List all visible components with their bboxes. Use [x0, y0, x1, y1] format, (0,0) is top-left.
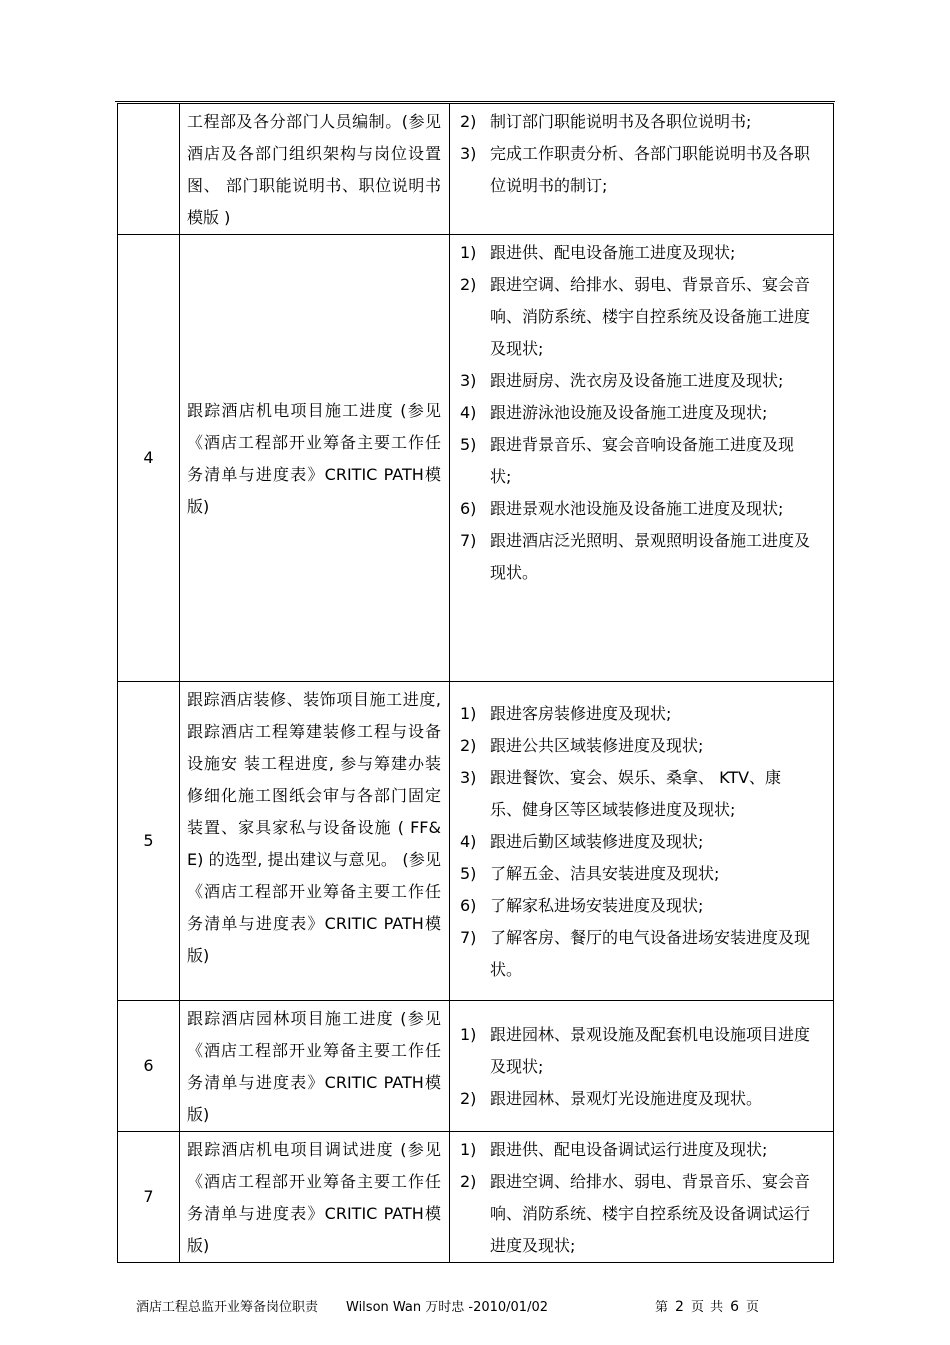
detail-cell	[450, 235, 834, 682]
detail-list	[450, 1017, 833, 1115]
item-number: 6)	[460, 896, 477, 915]
item-number: 2)	[460, 112, 477, 131]
list-item	[450, 922, 833, 986]
item-text: 制订部门职能说明书及各职位说明书;	[490, 112, 752, 131]
item-number: 1)	[460, 704, 477, 723]
list-item	[450, 1019, 833, 1083]
item-number: 2)	[460, 275, 477, 294]
page-mid: 页 共	[690, 1300, 725, 1315]
list-item	[450, 397, 833, 429]
list-item	[450, 106, 833, 138]
item-number: 4)	[460, 403, 477, 422]
item-text: 跟进背景音乐、宴会音响设备施工进度及现状;	[490, 435, 795, 486]
list-item	[450, 1134, 833, 1166]
task-description: 跟踪酒店园林项目施工进度 (参见《酒店工程部开业筹备主要工作任务清单与进度表》CRITIC PATH模版)	[187, 1009, 441, 1124]
item-text: 了解客房、餐厅的电气设备进场安装进度及现状。	[490, 928, 811, 979]
row-number: 5	[118, 682, 180, 1001]
item-text: 跟进厨房、洗衣房及设备施工进度及现状;	[490, 371, 784, 390]
item-text: 跟进空调、给排水、弱电、背景音乐、宴会音响、消防系统、楼宇自控系统及设备调试运行进度及现状;	[490, 1172, 811, 1255]
list-item	[450, 858, 833, 890]
detail-cell	[450, 1001, 834, 1132]
item-number: 5)	[460, 435, 477, 454]
item-text: 了解五金、洁具安装进度及现状;	[490, 864, 720, 883]
task-cell	[180, 682, 450, 1001]
table-top-rule	[115, 101, 835, 102]
item-number: 7)	[460, 928, 477, 947]
row-number: 7	[118, 1132, 180, 1263]
detail-cell	[450, 104, 834, 235]
item-number: 5)	[460, 864, 477, 883]
item-text: 跟进餐饮、宴会、娱乐、桑拿、 KTV、康乐、健身区等区域装修进度及现状;	[490, 768, 782, 819]
table-row	[118, 1132, 834, 1263]
item-number: 7)	[460, 531, 477, 550]
item-text: 跟进客房装修进度及现状;	[490, 704, 672, 723]
task-description: 跟踪酒店装修、装饰项目施工进度, 跟踪酒店工程筹建装修工程与设备 设施安 装工程进度, 参与筹建办装修细化施工图纸会审与各部门固定装置、家具家私与设备设施 ( FF&E) 的选型, 提出建议与意见。 (参见《酒店工程部开业筹备主要工作任务清单与进度表》CRITIC PATH模版)	[187, 690, 441, 965]
task-cell	[180, 1001, 450, 1132]
detail-list	[450, 235, 833, 589]
row-number: 4	[118, 235, 180, 682]
detail-list	[450, 104, 833, 202]
detail-cell	[450, 1132, 834, 1263]
item-number: 2)	[460, 1089, 477, 1108]
list-item	[450, 1166, 833, 1262]
task-cell	[180, 104, 450, 235]
page-total: 6	[730, 1299, 740, 1315]
list-item	[450, 1083, 833, 1115]
item-number: 2)	[460, 736, 477, 755]
task-cell	[180, 1132, 450, 1263]
item-text: 跟进空调、给排水、弱电、背景音乐、宴会音响、消防系统、楼宇自控系统及设备施工进度及现状;	[490, 275, 811, 358]
item-number: 1)	[460, 243, 477, 262]
item-text: 跟进游泳池设施及设备施工进度及现状;	[490, 403, 768, 422]
item-text: 跟进后勤区域装修进度及现状;	[490, 832, 704, 851]
row-number: 6	[118, 1001, 180, 1132]
list-item	[450, 237, 833, 269]
responsibility-table	[117, 103, 834, 1263]
item-text: 跟进公共区域装修进度及现状;	[490, 736, 704, 755]
item-number: 3)	[460, 144, 477, 163]
table-row	[118, 104, 834, 235]
detail-list	[450, 1132, 833, 1262]
table-row	[118, 235, 834, 682]
detail-cell	[450, 682, 834, 1001]
item-text: 跟进园林、景观设施及配套机电设施项目进度及现状;	[490, 1025, 811, 1076]
item-number: 1)	[460, 1025, 477, 1044]
list-item	[450, 762, 833, 826]
footer-page-number	[655, 1296, 760, 1315]
row-number	[118, 104, 180, 235]
detail-list	[450, 696, 833, 986]
item-number: 3)	[460, 371, 477, 390]
page-suffix: 页	[746, 1300, 761, 1315]
item-number: 4)	[460, 832, 477, 851]
item-text: 跟进供、配电设备施工进度及现状;	[490, 243, 736, 262]
item-text: 跟进园林、景观灯光设施进度及现状。	[490, 1089, 763, 1108]
task-description: 跟踪酒店机电项目调试进度 (参见《酒店工程部开业筹备主要工作任务清单与进度表》CRITIC PATH模版)	[187, 1140, 441, 1255]
item-number: 1)	[460, 1140, 477, 1159]
footer-doc-title: 酒店工程总监开业筹备岗位职责	[136, 1300, 319, 1315]
task-description: 工程部及各分部门人员编制。(参见酒店及各部门组织架构与岗位设置图、 部门职能说明书、职位说明书模版 )	[187, 112, 441, 227]
list-item	[450, 365, 833, 397]
item-text: 了解家私进场安装进度及现状;	[490, 896, 704, 915]
table-row	[118, 682, 834, 1001]
item-text: 跟进酒店泛光照明、景观照明设备施工进度及现状。	[490, 531, 811, 582]
item-number: 3)	[460, 768, 477, 787]
item-text: 跟进景观水池设施及设备施工进度及现状;	[490, 499, 784, 518]
list-item	[450, 525, 833, 589]
page-prefix: 第	[655, 1300, 670, 1315]
list-item	[450, 826, 833, 858]
item-text: 跟进供、配电设备调试运行进度及现状;	[490, 1140, 768, 1159]
task-description: 跟踪酒店机电项目施工进度 (参见《酒店工程部开业筹备主要工作任务清单与进度表》CRITIC PATH模版)	[187, 401, 441, 516]
list-item	[450, 138, 833, 202]
list-item	[450, 269, 833, 365]
page-current: 2	[675, 1299, 685, 1315]
item-number: 6)	[460, 499, 477, 518]
item-number: 2)	[460, 1172, 477, 1191]
footer-author: Wilson Wan 万时忠 -2010/01/02	[346, 1300, 549, 1315]
list-item	[450, 493, 833, 525]
task-cell	[180, 235, 450, 682]
list-item	[450, 698, 833, 730]
table-row	[118, 1001, 834, 1132]
list-item	[450, 730, 833, 762]
list-item	[450, 429, 833, 493]
item-text: 完成工作职责分析、各部门职能说明书及各职位说明书的制订;	[490, 144, 811, 195]
list-item	[450, 890, 833, 922]
